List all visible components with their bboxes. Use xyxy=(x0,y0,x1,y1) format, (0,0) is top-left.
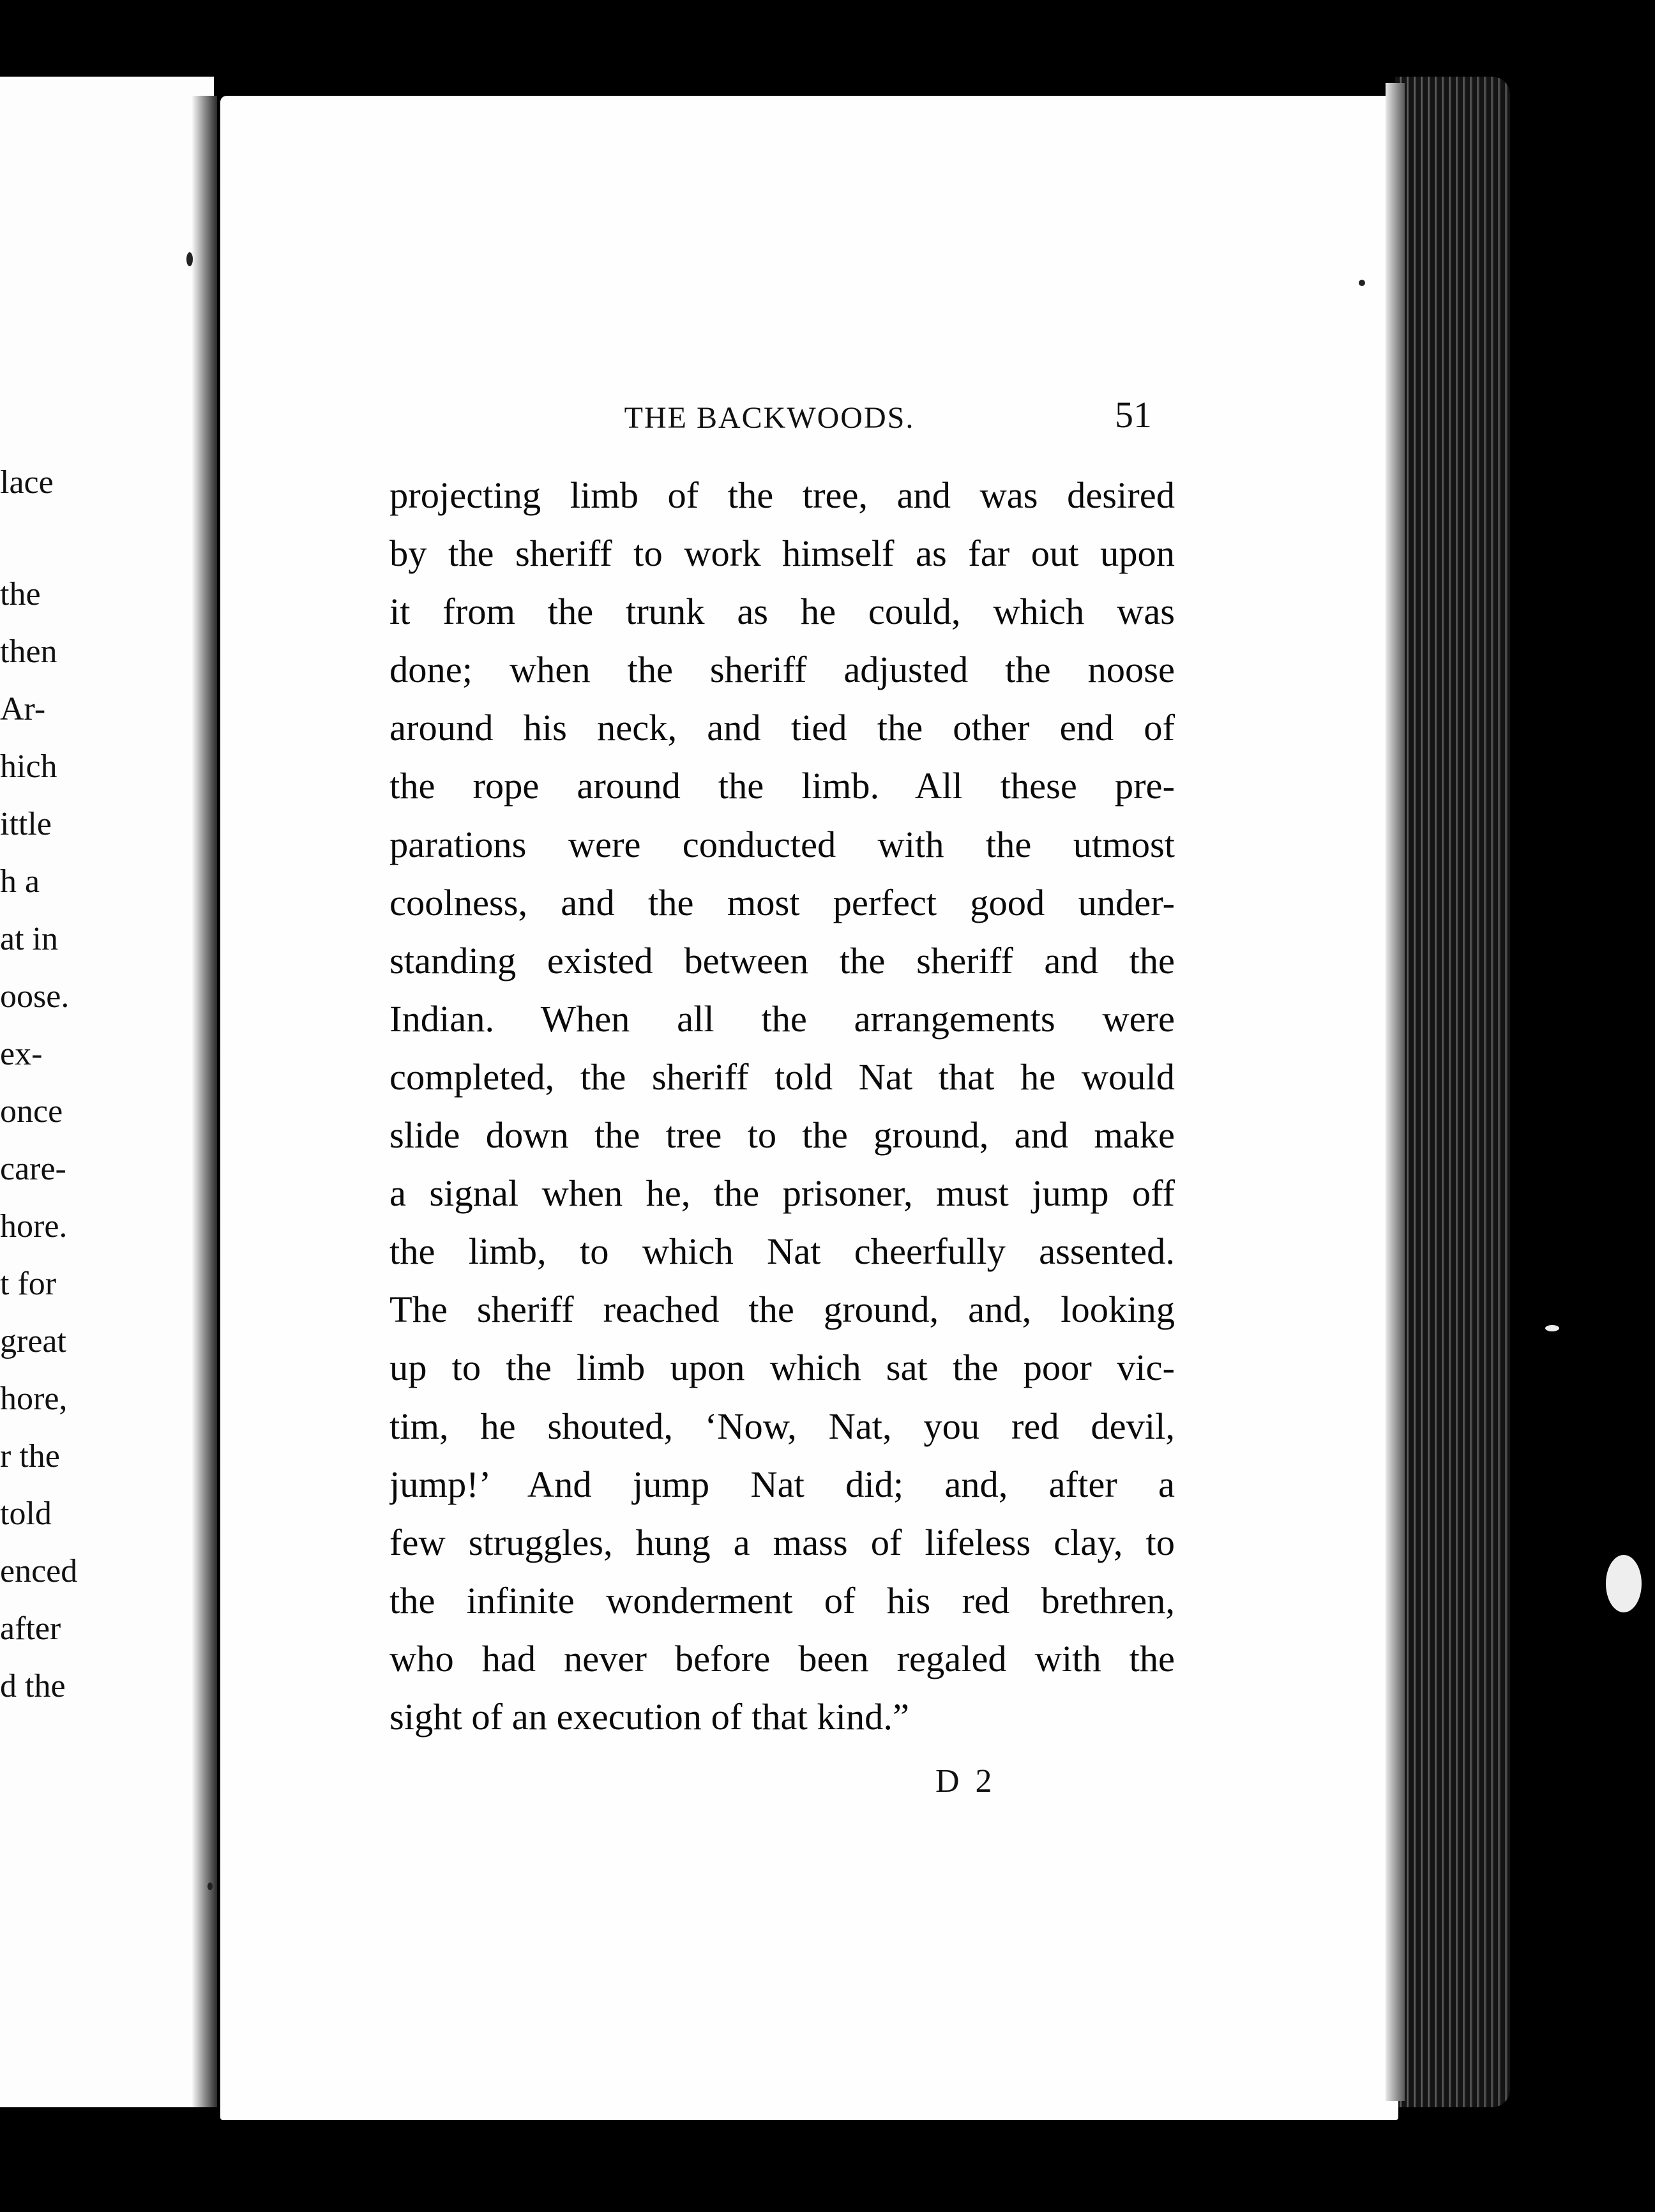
previous-page-line xyxy=(0,1485,211,1543)
previous-page-line xyxy=(0,1255,211,1314)
page-block-edge xyxy=(1395,77,1510,2107)
previous-page-line xyxy=(0,1600,211,1658)
previous-page-line xyxy=(0,1542,211,1601)
body-line: standing existed between the sheriff and the xyxy=(389,939,1175,981)
previous-page-line xyxy=(0,1427,211,1486)
previous-page-line-text: care- xyxy=(0,1151,66,1187)
body-line: The sheriff reached the ground, and, looking xyxy=(389,1289,1175,1331)
body-line: slide down the tree to the ground, and make xyxy=(389,1114,1175,1156)
previous-page-line xyxy=(0,910,211,969)
previous-page-line-text: d the xyxy=(0,1668,66,1704)
previous-page-line xyxy=(0,1082,211,1141)
previous-page-line-text: r the xyxy=(0,1438,60,1474)
previous-page-line-text: hore. xyxy=(0,1208,68,1245)
body-line: the limb, to which Nat cheerfully assented. xyxy=(389,1231,1175,1273)
body-line: by the sheriff to work himself as far out upon xyxy=(389,533,1175,575)
body-line: the rope around the limb. All these pre- xyxy=(389,765,1175,807)
body-line: jump!’ And jump Nat did; and, after a xyxy=(389,1463,1175,1505)
body-line: it from the trunk as he could, which was xyxy=(389,591,1175,633)
previous-page-line xyxy=(0,795,211,854)
scan-speck xyxy=(208,1882,213,1890)
running-head: THE BACKWOODS. xyxy=(624,401,915,435)
body-line: coolness, and the most perfect good under- xyxy=(389,881,1175,923)
body-line: around his neck, and tied the other end of xyxy=(389,707,1175,749)
body-line: few struggles, hung a mass of lifeless clay, to xyxy=(389,1521,1175,1563)
previous-page-line-text: the xyxy=(0,576,41,612)
scan-speck xyxy=(1359,280,1365,286)
body-line: up to the limb upon which sat the poor vic- xyxy=(389,1347,1175,1389)
body-line: completed, the sheriff told Nat that he would xyxy=(389,1056,1175,1098)
previous-page-line-text: t for xyxy=(0,1266,57,1302)
body-line: the infinite wonderment of his red brethren, xyxy=(389,1579,1175,1621)
body-line: done; when the sheriff adjusted the noose xyxy=(389,649,1175,691)
previous-page-line-text: then xyxy=(0,633,57,670)
body-line: Indian. When all the arrangements were xyxy=(389,997,1175,1040)
previous-page-line-text: Ar- xyxy=(0,691,46,727)
previous-page-line xyxy=(0,738,211,796)
previous-page-line xyxy=(0,967,211,1026)
previous-page-line xyxy=(0,1025,211,1084)
previous-page-line xyxy=(0,623,211,681)
previous-page-line xyxy=(0,1140,211,1199)
body-line: projecting limb of the tree, and was desired xyxy=(389,474,1175,516)
signature-mark: D 2 xyxy=(935,1763,996,1799)
scan-speck xyxy=(1606,1555,1642,1612)
previous-page-line-text: ittle xyxy=(0,806,52,842)
body-text xyxy=(389,466,1175,1746)
previous-page xyxy=(0,77,214,2107)
previous-page-line-text: hore, xyxy=(0,1381,68,1417)
page-number: 51 xyxy=(1115,394,1152,436)
previous-page-line-text: ex- xyxy=(0,1036,43,1072)
body-line: sight of an execution of that kind.” xyxy=(389,1695,909,1738)
previous-page-line xyxy=(0,1312,211,1371)
previous-page-line xyxy=(0,453,211,512)
body-line: tim, he shouted, ‘Now, Nat, you red devil, xyxy=(389,1405,1175,1447)
body-line: a signal when he, the prisoner, must jump off xyxy=(389,1172,1175,1215)
previous-page-line-text: lace xyxy=(0,464,54,501)
previous-page-line-text: after xyxy=(0,1610,61,1647)
previous-page-line-text: enced xyxy=(0,1553,78,1589)
scan-speck xyxy=(1545,1325,1559,1331)
page-fore-edge xyxy=(1386,83,1405,2101)
previous-page-line-text: oose. xyxy=(0,978,70,1015)
previous-page-line xyxy=(0,565,211,624)
book-gutter xyxy=(192,96,217,2107)
previous-page-line-text: h a xyxy=(0,863,40,900)
body-line: parations were conducted with the utmost xyxy=(389,823,1175,865)
previous-page-line-text: once xyxy=(0,1093,63,1130)
previous-page-line xyxy=(0,1370,211,1428)
previous-page-line xyxy=(0,852,211,911)
previous-page-line xyxy=(0,1657,211,1716)
previous-page-line-text: great xyxy=(0,1323,66,1360)
previous-page-line-text: hich xyxy=(0,748,57,785)
body-line: who had never before been regaled with the xyxy=(389,1637,1175,1679)
previous-page-line-text: at in xyxy=(0,921,58,957)
scan-speck xyxy=(186,252,193,266)
previous-page-line xyxy=(0,680,211,739)
previous-page-line-text: told xyxy=(0,1496,52,1532)
previous-page-line xyxy=(0,1197,211,1256)
